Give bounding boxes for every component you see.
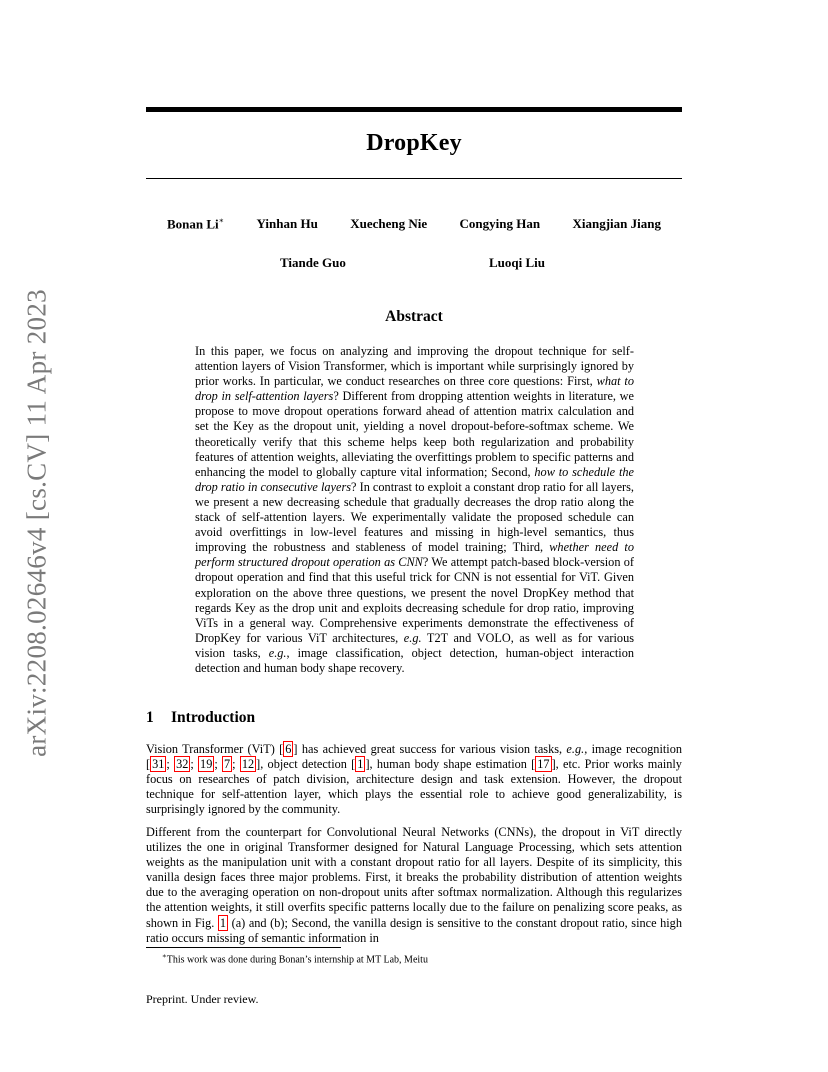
citation-link[interactable]: 7 bbox=[224, 757, 231, 772]
preprint-notice: Preprint. Under review. bbox=[146, 992, 259, 1006]
citation-link[interactable]: 19 bbox=[200, 757, 213, 772]
footnote-rule bbox=[146, 947, 341, 948]
citation-link[interactable]: 31 bbox=[152, 757, 165, 772]
author-name: Yinhan Hu bbox=[256, 216, 318, 231]
title-top-rule bbox=[146, 107, 682, 112]
arxiv-identifier bbox=[21, 285, 52, 760]
footnote-mark: ∗ bbox=[218, 216, 225, 225]
footnote-text: This work was done during Bonan’s internship at MT Lab, Meitu bbox=[166, 954, 428, 966]
intro-paragraph-1: Vision Transformer (ViT) [ 6 ] has achieved great success for various vision tasks, e.g., image recognition [ 31 ; 32 ; 19 ; 7 ; 12 ], object detection [ 1 ], human body shape estimation [ 17 ], etc. Prior works mainly focus on researches of patch division, architecture design and task extension. However, the dropout technique for self-attention layer, which plays the essential role to achieve good generalizability, is surprisingly ignored by the community. bbox=[146, 742, 682, 817]
author-name: Luoqi Liu bbox=[489, 255, 546, 270]
abstract-heading: Abstract bbox=[385, 308, 443, 325]
author-name: Bonan Li∗ bbox=[167, 216, 225, 232]
author-name: Xuecheng Nie bbox=[350, 216, 428, 231]
author-name: Xiangjian Jiang bbox=[572, 216, 661, 231]
author-name: Tiande Guo bbox=[280, 255, 346, 270]
paper-title: DropKey bbox=[366, 130, 462, 156]
author-row-1 bbox=[146, 216, 682, 232]
title-bottom-rule bbox=[146, 178, 682, 179]
footnote-mark: ∗ bbox=[162, 952, 167, 960]
author-name: Congying Han bbox=[459, 216, 541, 231]
citation-link[interactable]: 6 bbox=[285, 742, 292, 756]
arxiv-identifier-text: arXiv:2208.02646v4 [cs.CV] 11 Apr 2023 bbox=[21, 288, 52, 757]
citation-link[interactable]: 12 bbox=[241, 757, 255, 772]
footnote bbox=[162, 952, 428, 965]
intro-paragraph-2: Different from the counterpart for Convolutional Neural Networks (CNNs), the dropout in ViT directly utilizes the one in original Transformer designed for Natural Language Processing, which sets attention weights as the manipulation unit with a constant dropout ratio for all layers. Despite of its simplicity, this vanilla design faces three major problems. First, it breaks the probability distribution of attention weights due to the averaging operation on non-dropout units after softmax normalization. Although this regularizes the attention weights, it still overfits specific patterns locally due to the failure on penalizing score peaks, as shown in Fig. 1 (a) and (b); Second, the vanilla design is sensitive to the constant dropout ratio, since high ratio occurs missing of semantic information in bbox=[146, 825, 682, 945]
figure-link[interactable]: 1 bbox=[219, 915, 227, 930]
section-title: Introduction bbox=[171, 709, 256, 726]
citation-link[interactable]: 17 bbox=[537, 757, 550, 772]
section-heading bbox=[146, 709, 255, 727]
abstract-body: In this paper, we focus on analyzing and improving the dropout technique for self-attention layers of Vision Transformer, which is important while surprisingly ignored by prior works. In particular, we conduct researches on three core questions: First, what to drop in self-attention layers? Different from dropping attention weights in literature, we propose to move dropout operations forward ahead of attention matrix calculation and set the Key as the dropout unit, yielding a novel dropout-before-softmax scheme. We theoretically verify that this scheme helps keep both regularization and probability features of attention weights, alleviating the overfittings problem to specific patterns and enhancing the model to globally capture vital information; Second, how to schedule the drop ratio in consecutive layers? In contrast to exploit a constant drop ratio for all layers, we present a new decreasing schedule that gradually decreases the drop ratio along the stack of self-attention layers. We experimentally validate the proposed schedule can avoid overfittings in low-level features and missing in high-level semantics, thus improving the robustness and stableness of model training; Third, whether need to perform structured dropout operation as CNN? We attempt patch-based block-version of dropout operation and find that this useful trick for CNN is not essential for ViT. Given exploration on the above three questions, we present the novel DropKey method that regards Key as the drop unit and exploits decreasing schedule for drop ratio, improving ViTs in a general way. Comprehensive experiments demonstrate the effectiveness of DropKey for various ViT architectures, e.g. T2T and VOLO, as well as for various vision tasks, e.g., image classification, object detection, human-object interaction detection and human body shape recovery. bbox=[195, 344, 635, 675]
citation-link[interactable]: 32 bbox=[176, 757, 189, 772]
section-number: 1 bbox=[146, 709, 154, 726]
citation-link[interactable]: 1 bbox=[357, 757, 364, 772]
